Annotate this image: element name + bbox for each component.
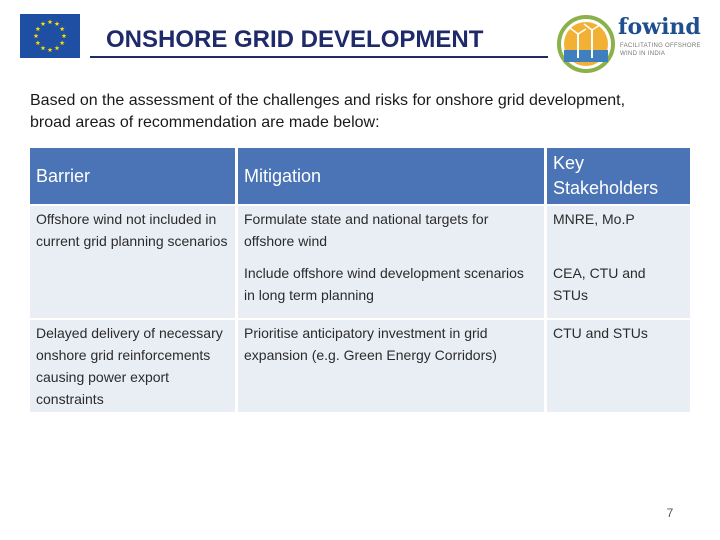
intro-paragraph: Based on the assessment of the challenges and risks for onshore grid development, broad areas of recommendation are made below: <box>30 92 626 131</box>
mitigation-item: Include offshore wind development scenarios in long term planning <box>244 265 524 303</box>
table-row <box>30 204 690 318</box>
mitigation-cell <box>238 318 547 412</box>
eu-flag-logo <box>20 14 80 58</box>
header-barrier: Barrier <box>30 148 238 204</box>
barrier-text: Delayed delivery of necessary onshore grid reinforcements causing power export constraints <box>36 325 223 407</box>
header-key-stakeholders: Key Stakeholders <box>547 148 690 204</box>
header-mitigation: Mitigation <box>238 148 547 204</box>
mitigation-item: Formulate state and national targets for offshore wind <box>244 211 489 249</box>
table-row <box>30 318 690 412</box>
page-number: 7 <box>666 506 674 520</box>
barrier-cell <box>30 204 238 318</box>
fowind-logo-text: fowind <box>618 14 701 40</box>
stakeholder-item: CTU and STUs <box>553 325 648 341</box>
page-title: ONSHORE GRID DEVELOPMENT <box>90 14 548 58</box>
fowind-logo-subtitle: FACILITATING OFFSHORE WIND IN INDIA <box>620 43 701 57</box>
fowind-emblem-icon <box>556 14 616 74</box>
barrier-cell <box>30 318 238 412</box>
stakeholder-item: MNRE, Mo.P <box>553 211 635 227</box>
barrier-text: Offshore wind not included in current grid planning scenarios <box>36 211 228 249</box>
table-header-row <box>30 148 690 204</box>
mitigation-cell <box>238 204 547 318</box>
mitigation-item: Prioritise anticipatory investment in grid expansion (e.g. Green Energy Corridors) <box>244 325 497 363</box>
stakeholders-cell <box>547 204 690 318</box>
stakeholder-item: CEA, CTU and STUs <box>553 265 646 303</box>
stakeholders-cell <box>547 318 690 412</box>
eu-stars-icon <box>20 14 80 58</box>
recommendations-table <box>30 148 690 412</box>
